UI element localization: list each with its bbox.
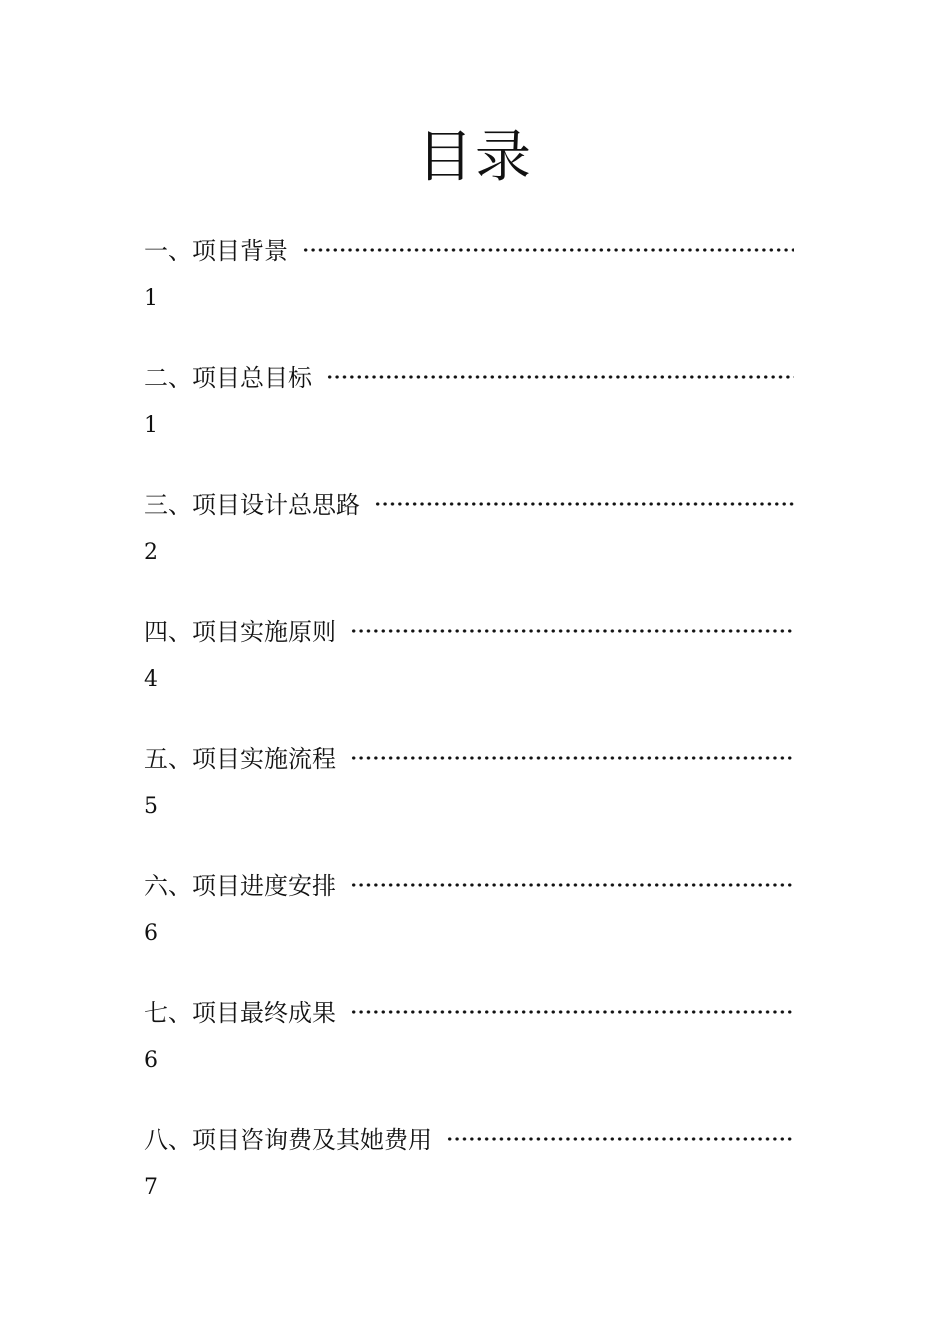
toc-entry[interactable] — [144, 988, 794, 1115]
toc-entry-page-number: 7 — [144, 1175, 158, 1200]
toc-entry-page-number: 1 — [144, 286, 158, 311]
toc-dot-leader — [350, 988, 794, 1032]
toc-entry[interactable] — [144, 480, 794, 607]
toc-dot-leader — [350, 861, 794, 905]
toc-entry-label: 八、项目咨询费及其她费用 — [144, 1125, 432, 1154]
toc-entry-page-number: 6 — [144, 921, 158, 946]
toc-entry-page-number: 2 — [144, 540, 158, 565]
toc-entry[interactable] — [144, 861, 794, 988]
toc-entry-page-number: 1 — [144, 413, 158, 438]
toc-dot-leader — [350, 607, 794, 651]
toc-entry-label: 六、项目进度安排 — [144, 871, 336, 900]
toc-line — [144, 861, 794, 905]
toc-line — [144, 988, 794, 1032]
toc-entry-label: 四、项目实施原则 — [144, 617, 336, 646]
toc-entry-label: 三、项目设计总思路 — [144, 490, 360, 519]
toc-entry-page-number: 5 — [144, 794, 158, 819]
toc-line — [144, 1115, 794, 1159]
toc-entry[interactable] — [144, 226, 794, 353]
page-title: 目录 — [417, 125, 533, 190]
toc-line — [144, 480, 794, 524]
toc-entry[interactable] — [144, 353, 794, 480]
toc-entry[interactable] — [144, 1115, 794, 1242]
toc-entry-label: 二、项目总目标 — [144, 363, 312, 392]
toc-entry-page-number: 4 — [144, 667, 158, 692]
toc-line — [144, 353, 794, 397]
toc-dot-leader — [350, 734, 794, 778]
toc-entry-page-number: 6 — [144, 1048, 158, 1073]
toc-line — [144, 607, 794, 651]
toc-dot-leader — [374, 480, 794, 524]
toc-entry-label: 七、项目最终成果 — [144, 998, 336, 1027]
toc-entry[interactable] — [144, 607, 794, 734]
toc-entry[interactable] — [144, 734, 794, 861]
toc-dot-leader — [326, 353, 794, 397]
toc-dot-leader — [302, 226, 794, 270]
toc-dot-leader — [446, 1115, 794, 1159]
toc-entry-label: 一、项目背景 — [144, 236, 288, 265]
toc-line — [144, 734, 794, 778]
toc-line — [144, 226, 794, 270]
table-of-contents — [144, 226, 794, 1242]
toc-entry-label: 五、项目实施流程 — [144, 744, 336, 773]
